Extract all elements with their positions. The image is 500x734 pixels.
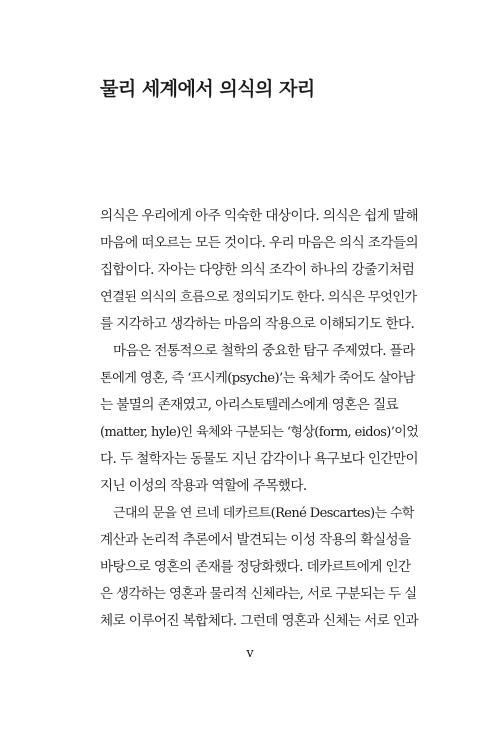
text-line: 마음에 떠오르는 모든 것이다. 우리 마음은 의식 조각들의 [100,235,418,251]
text-line: 연결된 의식의 흐름으로 정의되기도 한다. 의식은 무엇인가 [100,290,417,305]
text-line: 은 생각하는 영혼과 물리적 신체라는, 서로 구분되는 두 실 [100,587,417,602]
text-line: 를 지각하고 생각하는 마음의 작용으로 이해되기도 한다. [100,316,415,332]
text-line: 톤에게 영혼, 즉 ‘프시케(psyche)’는 육체가 죽어도 살아남 [100,371,415,386]
text-line: 계산과 논리적 추론에서 발견되는 이성 작용의 확실성을 [100,532,411,548]
text-line: 지닌 이성의 작용과 역할에 주목했다. [100,478,307,494]
text-line: (matter, hyle)인 육체와 구분되는 ‘형상(form, eidos)’이었 [100,425,419,440]
text-line: 의식은 우리에게 아주 익숙한 대상이다. 의식은 쉽게 말해 [100,208,418,224]
text-line: 다. 두 철학자는 동물도 지닌 감각이나 욕구보다 인간만이 [100,451,418,467]
page-number: v [246,646,254,661]
body-text [100,203,418,635]
chapter-title: 물리 세계에서 의식의 자리 [100,78,315,100]
text-line: 는 불멸의 존재였고, 아리스토텔레스에게 영혼은 질료 [100,397,399,413]
text-line: 마음은 전통적으로 철학의 중요한 탐구 주제였다. 플라 [113,343,415,359]
text-line: 바탕으로 영혼의 존재를 정당화했다. 데카르트에게 인간 [100,559,411,575]
text-line: 근대의 문을 연 르네 데카르트(René Descartes)는 수학 [113,506,414,521]
text-line: 집합이다. 자아는 다양한 의식 조각이 하나의 강줄기처럼 [100,262,415,278]
text-line: 체로 이루어진 복합체다. 그런데 영혼과 신체는 서로 인과 [100,613,418,629]
